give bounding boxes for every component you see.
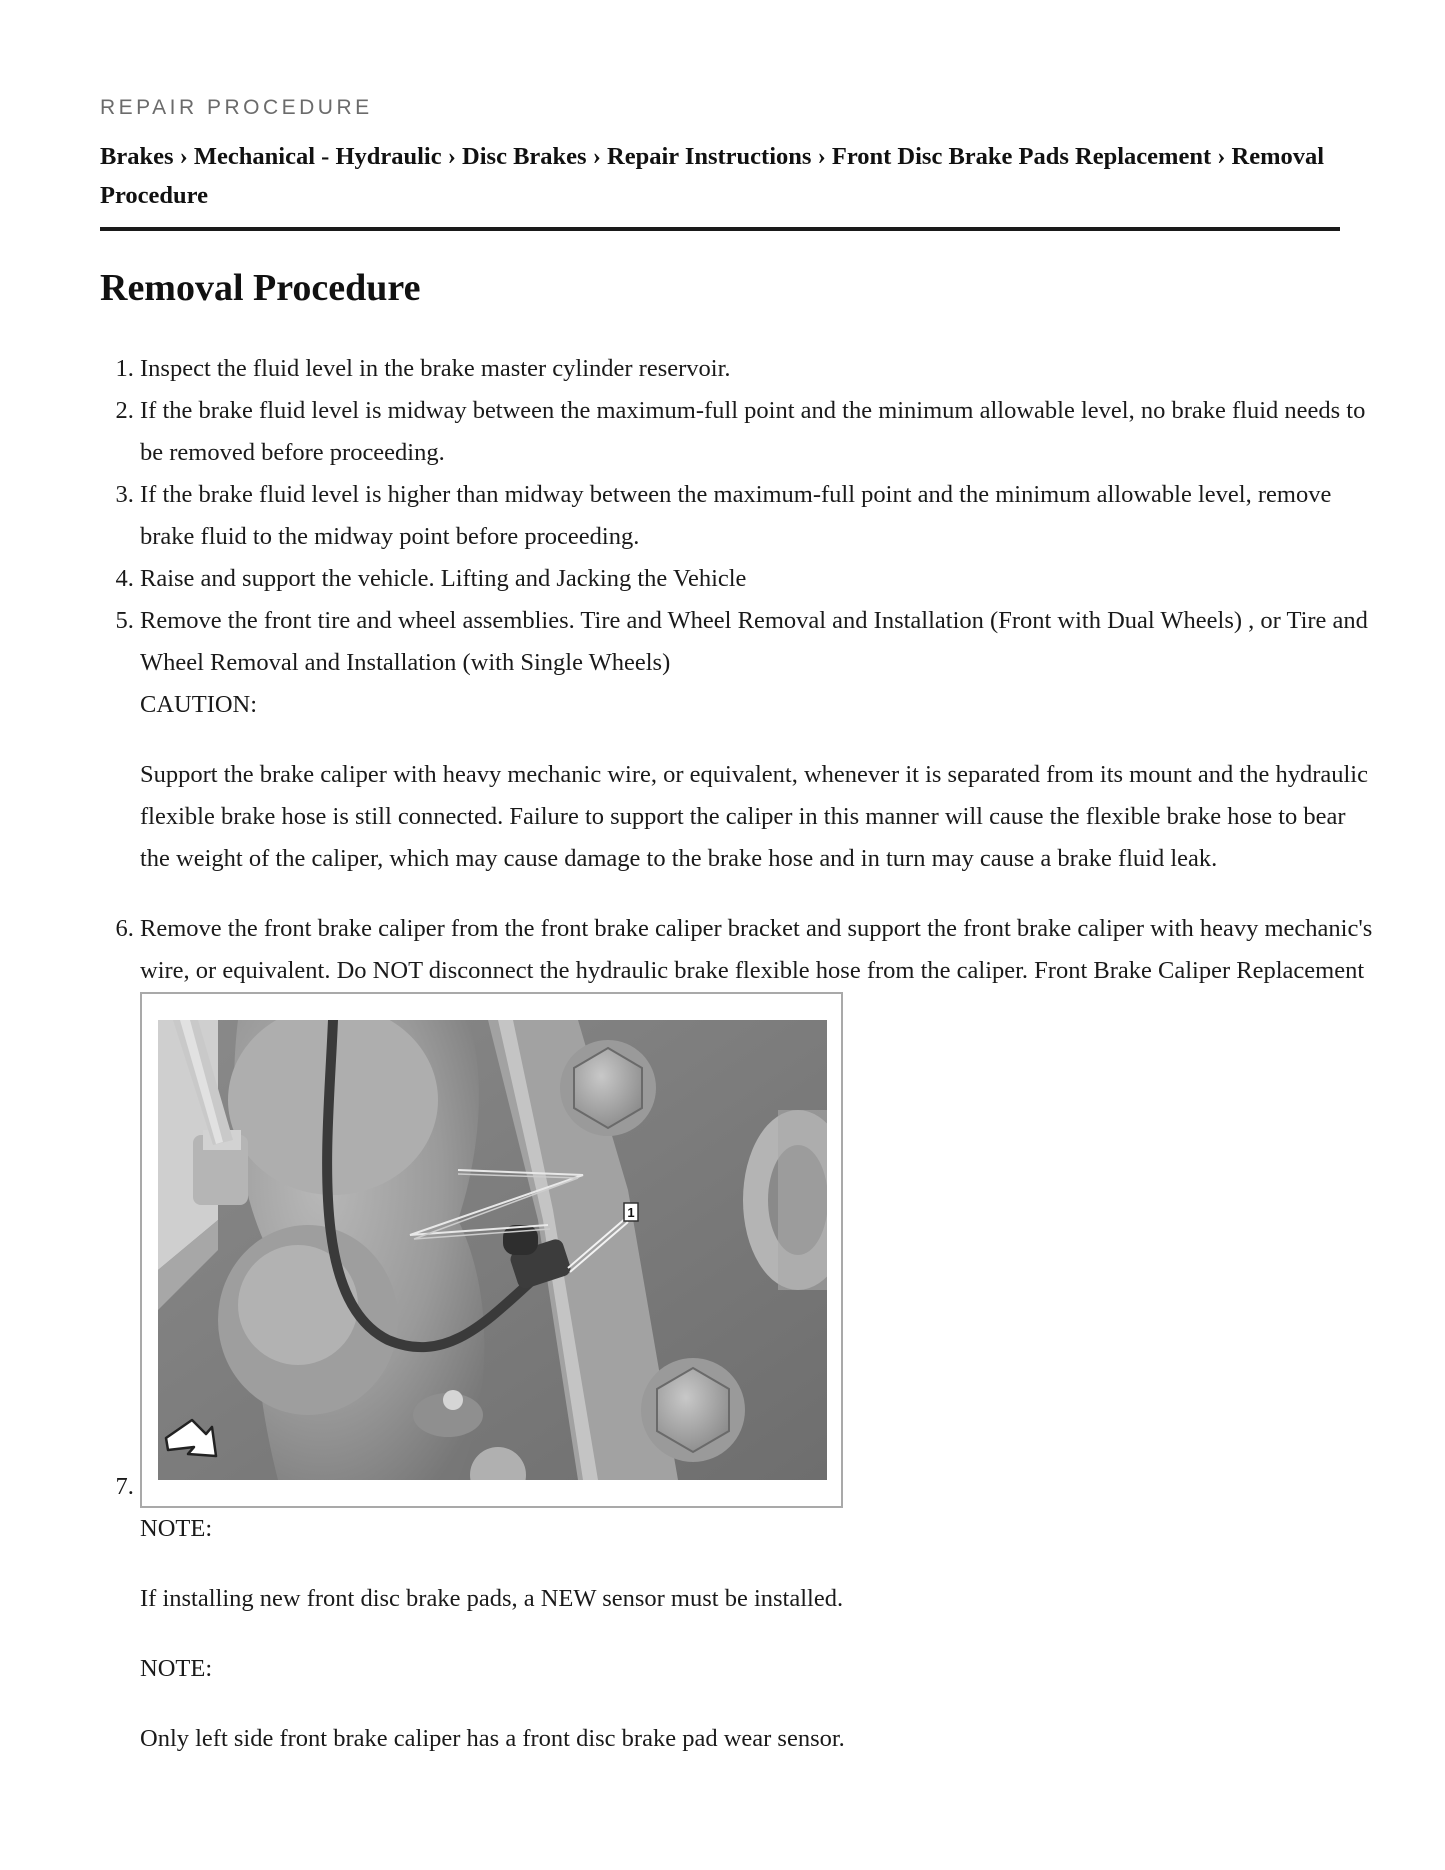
note-text: If installing new front disc brake pads, a NEW sensor must be installed. (140, 1585, 844, 1612)
breadcrumb (100, 137, 1340, 215)
header-divider (100, 227, 1340, 231)
note-label: NOTE: (140, 1515, 213, 1542)
step-text: Raise and support the vehicle. Lifting and Jacking the Vehicle (140, 565, 747, 592)
procedure-steps (100, 348, 1380, 1788)
callout-number: 7. 1 (627, 1205, 635, 1220)
breadcrumb-item-repair-instructions[interactable]: Repair Instructions (607, 143, 812, 170)
step-text: Inspect the fluid level in the brake master cylinder reservoir. (140, 355, 731, 382)
step-text: Remove the front tire and wheel assemblies. Tire and Wheel Removal and Installation (Front with Dual Wheels) , or Tire and Wheel Removal and Installation (with Single Wheels) (140, 607, 1368, 676)
document-kicker: REPAIR PROCEDURE (100, 96, 373, 119)
breadcrumb-item-removal-procedure: Removal Procedure (100, 143, 1325, 209)
caution-text: Support the brake caliper with heavy mechanic wire, or equivalent, whenever it is separated from its mount and the hydraulic flexible brake hose is still connected. Failure to support the caliper in this manner will cause the flexible brake hose to bear the weight of the caliper, which may cause damage to the brake hose and in turn may cause a brake fluid leak. (140, 761, 1368, 872)
note-text: Only left side front brake caliper has a front disc brake pad wear sensor. (140, 1725, 845, 1752)
step-4 (140, 558, 1380, 600)
breadcrumb-separator: › (1217, 143, 1226, 170)
brake-caliper-figure (140, 992, 843, 1508)
step-7 (140, 992, 1380, 1760)
breadcrumb-item-disc-brakes[interactable]: Disc Brakes (462, 143, 587, 170)
breadcrumb-separator: › (179, 143, 188, 170)
step-5 (140, 600, 1380, 880)
note-label: NOTE: (140, 1655, 213, 1682)
caution-label: CAUTION: (140, 691, 258, 718)
brake-caliper-illustration (158, 1020, 827, 1480)
breadcrumb-item-front-disc-brake-pads-replacement[interactable]: Front Disc Brake Pads Replacement (831, 143, 1212, 170)
step-2 (140, 390, 1380, 474)
step-6 (140, 908, 1380, 992)
step-3 (140, 474, 1380, 558)
breadcrumb-separator: › (817, 143, 826, 170)
breadcrumb-item-mechanical-hydraulic[interactable]: Mechanical - Hydraulic (193, 143, 442, 170)
breadcrumb-item-brakes[interactable]: Brakes (100, 143, 174, 170)
step-text: If the brake fluid level is higher than midway between the maximum-full point and the minimum allowable level, remove brake fluid to the midway point before proceeding. (140, 481, 1332, 550)
step-text: If the brake fluid level is midway between the maximum-full point and the minimum allowable level, no brake fluid needs to be removed before proceeding. (140, 397, 1366, 466)
step-text: Remove the front brake caliper from the front brake caliper bracket and support the front brake caliper with heavy mechanic's wire, or equivalent. Do NOT disconnect the hydraulic brake flexible hose from the caliper. Front Brake Caliper Replacement (140, 915, 1373, 984)
breadcrumb-separator: › (592, 143, 601, 170)
page-title: Removal Procedure (100, 267, 421, 309)
breadcrumb-separator: › (447, 143, 456, 170)
step-1 (140, 348, 1380, 390)
